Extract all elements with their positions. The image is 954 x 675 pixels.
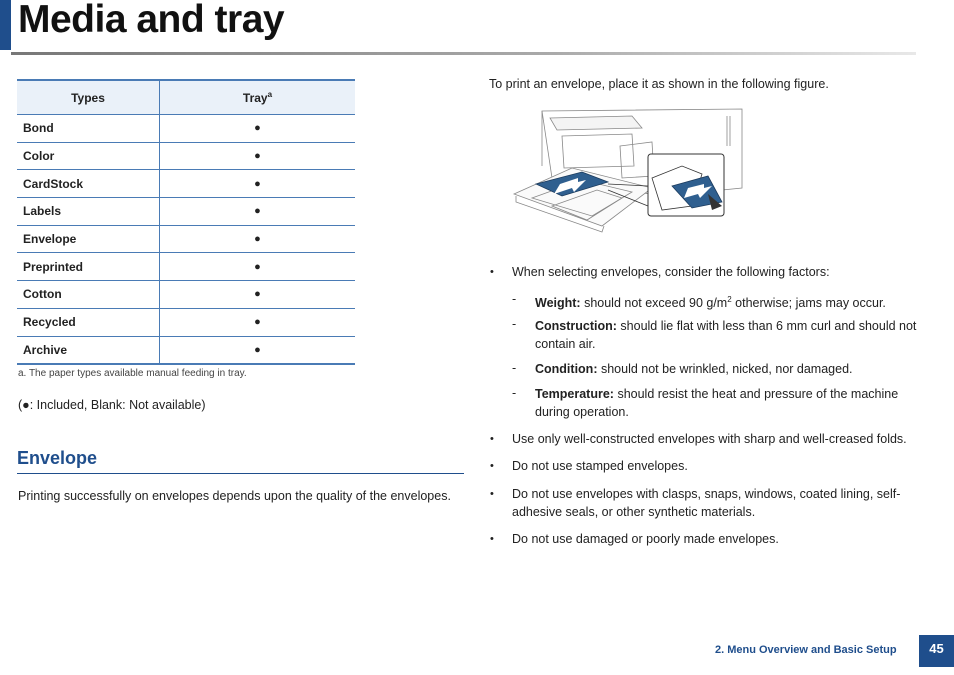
bullet-marker: • [490, 488, 494, 500]
weight-superscript: 2 [727, 295, 732, 304]
weight-text: should not exceed 90 g/m [580, 296, 728, 311]
dash-marker: - [512, 386, 517, 400]
temperature-label: Temperature: [535, 387, 614, 401]
table-header-row [17, 80, 355, 115]
envelope-intro-text: To print an envelope, place it as shown in the following figure. [489, 77, 829, 91]
tray-cell: ● [160, 198, 356, 226]
envelope-loading-figure [512, 106, 744, 234]
bullet-text: When selecting envelopes, consider the following factors: [512, 265, 830, 279]
dash-marker: - [512, 317, 517, 331]
table-row [17, 308, 355, 336]
condition-text: should not be wrinkled, nicked, nor damaged. [597, 362, 853, 376]
table-row [17, 281, 355, 309]
dash-marker: - [512, 292, 517, 306]
tray-cell: ● [160, 308, 356, 336]
type-cell: Recycled [17, 308, 160, 336]
table-row [17, 225, 355, 253]
condition-item [535, 360, 853, 378]
type-cell: Envelope [17, 225, 160, 253]
bullet-marker: • [490, 266, 494, 278]
bullet-marker: • [490, 433, 494, 445]
table-footnote: a. The paper types available manual feeding in tray. [18, 368, 247, 379]
footer-chapter-link[interactable]: 2. Menu Overview and Basic Setup [715, 644, 897, 656]
table-row [17, 253, 355, 281]
bullet-text: Do not use stamped envelopes. [512, 459, 688, 473]
tray-cell: ● [160, 115, 356, 143]
title-accent-bar [0, 0, 11, 50]
bullet-text: Do not use envelopes with clasps, snaps, windows, coated lining, self- [512, 487, 901, 501]
col-header-types: Types [17, 80, 160, 115]
tray-cell: ● [160, 281, 356, 309]
bullet-marker: • [490, 533, 494, 545]
page-title: Media and tray [18, 0, 285, 41]
type-cell: Archive [17, 336, 160, 364]
temperature-text: should resist the heat and pressure of the machine [613, 387, 899, 401]
section-body-text: Printing successfully on envelopes depends upon the quality of the envelopes. [18, 489, 451, 503]
section-divider [17, 473, 464, 474]
bullet-text: Do not use damaged or poorly made envelopes. [512, 532, 779, 546]
type-cell: Color [17, 142, 160, 170]
tray-cell: ● [160, 225, 356, 253]
bullet-text: Use only well-constructed envelopes with sharp and well-creased folds. [512, 432, 907, 446]
tray-cell: ● [160, 336, 356, 364]
col-header-tray-footnote-mark: a [267, 90, 273, 99]
weight-text-end: otherwise; jams may occur. [731, 296, 886, 311]
tray-cell: ● [160, 170, 356, 198]
bullet-marker: • [490, 460, 494, 472]
title-divider [11, 52, 916, 55]
col-header-tray-label: Tray [242, 91, 268, 105]
construction-label: Construction: [535, 319, 617, 333]
condition-label: Condition: [535, 362, 598, 376]
temperature-item [535, 385, 898, 403]
weight-label: Weight: [535, 296, 581, 311]
table-row [17, 336, 355, 364]
type-cell: Bond [17, 115, 160, 143]
col-header-tray [160, 80, 356, 115]
construction-item-cont: contain air. [535, 337, 596, 351]
table-row [17, 198, 355, 226]
table-legend: (●: Included, Blank: Not available) [18, 398, 206, 412]
page-number: 45 [919, 635, 954, 667]
table-row [17, 142, 355, 170]
weight-item [535, 291, 886, 312]
type-cell: Labels [17, 198, 160, 226]
bullet-text-cont: adhesive seals, or other synthetic materials. [512, 505, 756, 519]
construction-text: should lie flat with less than 6 mm curl and should not [616, 319, 917, 333]
type-cell: CardStock [17, 170, 160, 198]
section-heading: Envelope [17, 448, 98, 468]
temperature-item-cont: during operation. [535, 405, 629, 419]
table-row [17, 170, 355, 198]
type-cell: Preprinted [17, 253, 160, 281]
dash-marker: - [512, 361, 517, 375]
paper-types-table [17, 79, 355, 365]
construction-item [535, 317, 916, 335]
type-cell: Cotton [17, 281, 160, 309]
tray-cell: ● [160, 253, 356, 281]
table-row [17, 115, 355, 143]
tray-cell: ● [160, 142, 356, 170]
